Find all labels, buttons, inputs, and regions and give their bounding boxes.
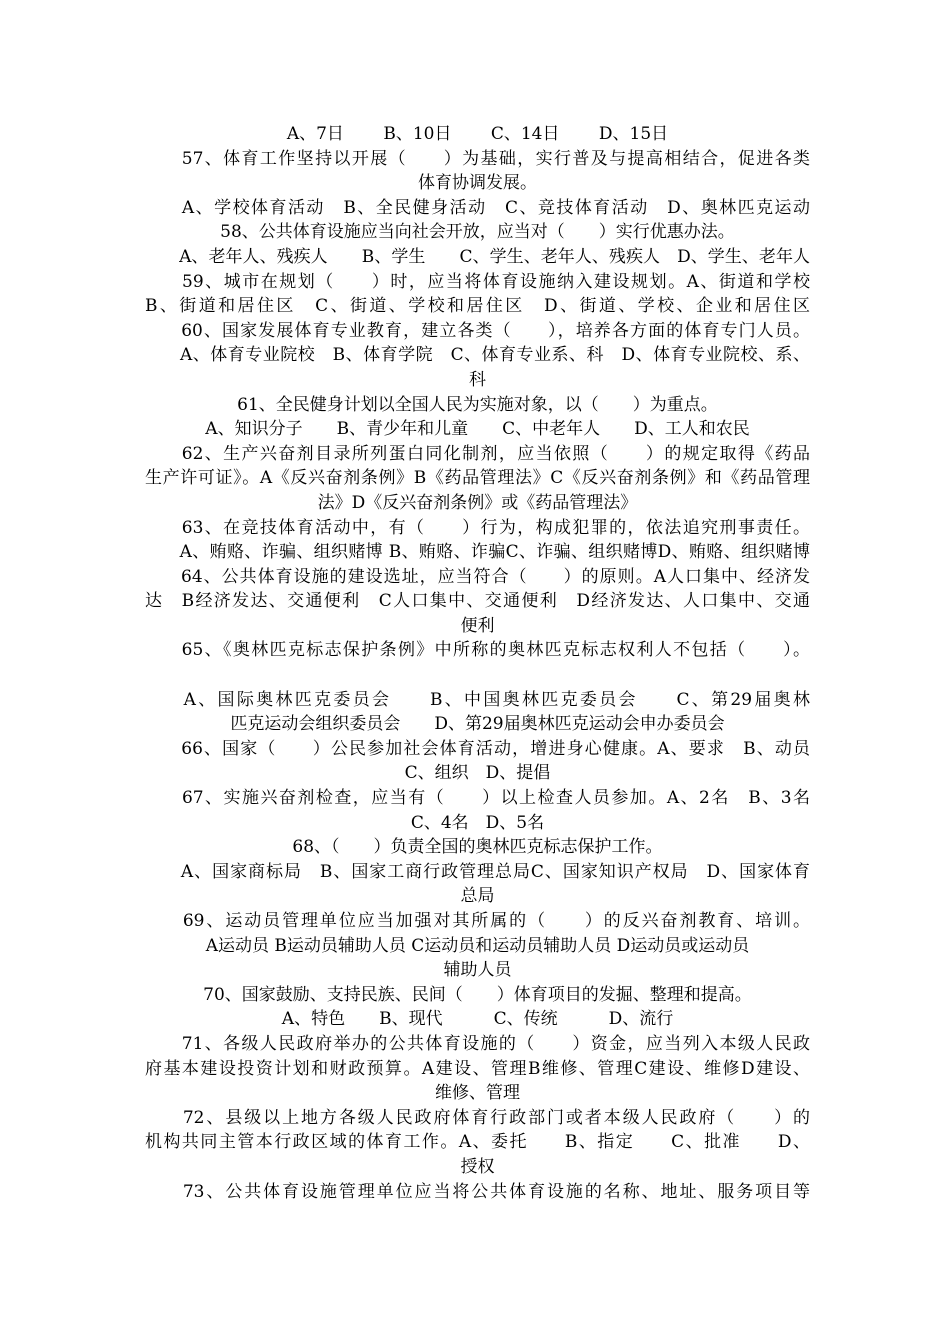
text-line: 59、城市在规划（ ）时，应当将体育设施纳入建设规划。A、街道和学校	[145, 271, 810, 292]
text-line: 体育协调发展。	[418, 173, 537, 194]
text-line: A、学校体育活动 B、全民健身活动 C、竞技体育活动 D、奥林匹克运动	[145, 197, 810, 218]
text-line: C、组织 D、提倡	[404, 763, 551, 784]
text-line: 57、体育工作坚持以开展（ ）为基础，实行普及与提高相结合，促进各类	[145, 148, 810, 169]
text-line: 70、国家鼓励、支持民族、民间（ ）体育项目的发掘、整理和提高。	[203, 984, 752, 1005]
text-line: 64、公共体育设施的建设选址，应当符合（ ）的原则。A人口集中、经济发	[145, 566, 810, 587]
text-line: 辅助人员	[443, 960, 512, 981]
text-line: 生产许可证》。A《反兴奋剂条例》B《药品管理法》C《反兴奋剂条例》和《药品管理	[145, 468, 810, 489]
text-line: A、知识分子 B、青少年和儿童 C、中老年人 D、工人和农民	[205, 419, 750, 440]
text-line: A、特色 B、现代 C、传统 D、流行	[281, 1009, 674, 1030]
text-line: 65、《奥林匹克标志保护条例》中所称的奥林匹克标志权利人不包括（ ）。	[145, 640, 810, 661]
text-line: 69、运动员管理单位应当加强对其所属的（ ）的反兴奋剂教育、培训。	[145, 911, 810, 931]
text-line: 71、各级人民政府举办的公共体育设施的（ ）资金，应当列入本级人民政	[145, 1033, 810, 1054]
text-line: 匹克运动会组织委员会 D、第29届奥林匹克运动会申办委员会	[230, 714, 725, 735]
text-line: A运动员 B运动员辅助人员 C运动员和运动员辅助人员 D运动员或运动员	[205, 935, 750, 956]
text-line: 达 B经济发达、交通便利 C人口集中、交通便利 D经济发达、人口集中、交通	[145, 591, 810, 612]
text-line: 66、国家（ ）公民参加社会体育活动，增进身心健康。A、要求 B、动员	[145, 738, 810, 759]
text-line: 府基本建设投资计划和财政预算。A建设、管理B维修、管理C建设、维修D建设、	[145, 1058, 810, 1079]
text-line: A、老年人、残疾人 B、学生 C、学生、老年人、残疾人 D、学生、老年人	[145, 246, 810, 267]
text-line: 58、公共体育设施应当向社会开放，应当对（ ）实行优惠办法。	[220, 222, 735, 243]
text-line: 68、（ ）负责全国的奥林匹克标志保护工作。	[292, 837, 663, 858]
text-line: 科	[469, 369, 486, 390]
text-line: A、国家商标局 B、国家工商行政管理总局C、国家知识产权局 D、国家体育	[145, 861, 810, 882]
text-line: 机构共同主管本行政区域的体育工作。A、委托 B、指定 C、批准 D、	[145, 1132, 810, 1153]
text-line: 73、公共体育设施管理单位应当将公共体育设施的名称、地址、服务项目等	[145, 1181, 810, 1202]
text-line: 60、国家发展体育专业教育，建立各类（ ），培养各方面的体育专门人员。	[145, 320, 810, 341]
text-line: 授权	[460, 1156, 495, 1177]
text-line: 维修、管理	[435, 1083, 520, 1104]
text-line: 法》D《反兴奋剂条例》或《药品管理法》	[317, 492, 638, 513]
text-line: A、国际奥林匹克委员会 B、中国奥林匹克委员会 C、第29届奥林	[145, 689, 810, 710]
text-line: C、4名 D、5名	[410, 812, 545, 833]
document-page	[145, 122, 810, 1204]
text-line: A、贿赂、诈骗、组织赌博 B、贿赂、诈骗C、诈骗、组织赌博D、贿赂、组织赌博	[145, 542, 810, 563]
text-line: 总局	[460, 886, 495, 907]
text-line: A、7日 B、10日 C、14日 D、15日	[286, 124, 669, 144]
text-line: 61、全民健身计划以全国人民为实施对象，以（ ）为重点。	[237, 394, 718, 415]
text-line: A、体育专业院校 B、体育学院 C、体育专业系、科 D、体育专业院校、系、	[145, 345, 810, 366]
text-line: 67、实施兴奋剂检查，应当有（ ）以上检查人员参加。A、2名 B、3名	[145, 788, 810, 809]
text-line: B、街道和居住区 C、街道、学校和居住区 D、街道、学校、企业和居住区	[145, 296, 810, 317]
text-line: 62、生产兴奋剂目录所列蛋白同化制剂，应当依照（ ）的规定取得《药品	[145, 443, 810, 464]
text-line: 便利	[460, 615, 495, 636]
text-line: 72、县级以上地方各级人民政府体育行政部门或者本级人民政府（ ）的	[145, 1107, 810, 1128]
text-line: 63、在竞技体育活动中，有（ ）行为，构成犯罪的，依法追究刑事责任。	[145, 517, 810, 538]
blank-line	[145, 663, 810, 688]
